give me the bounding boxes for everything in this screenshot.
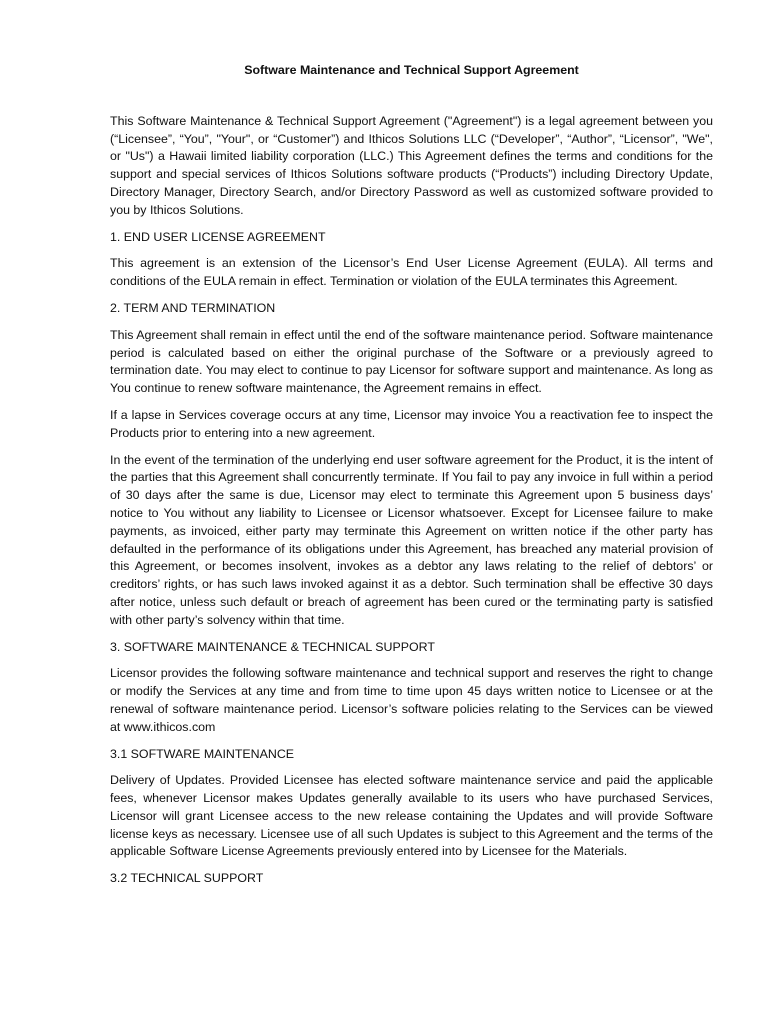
document-page (110, 62, 713, 897)
section-2-paragraph-1: This Agreement shall remain in effect until the end of the software maintenance period. Software maintenance period is calculated based on either the original purchase of the Software or a previously agreed to termination date. You may elect to continue to pay Licensor for software support and maintenance. As long as You continue to renew software maintenance, the Agreement remains in effect. (110, 327, 713, 396)
section-2-paragraph-2: If a lapse in Services coverage occurs at any time, Licensor may invoice You a reactivation fee to inspect the Products prior to entering into a new agreement. (110, 407, 713, 440)
section-3-1-paragraph: Delivery of Updates. Provided Licensee has elected software maintenance service and paid the applicable fees, whenever Licensor makes Updates generally available to its users who have purchased Services, Licensor will grant Licensee access to the new release containing the Updates and will provide Software license keys as necessary. Licensee use of all such Updates is subject to this Agreement and the terms of the applicable Software License Agreements previously entered into by Licensee for the Materials. (110, 773, 713, 859)
section-1-paragraph: This agreement is an extension of the Licensor’s End User License Agreement (EULA). All terms and conditions of the EULA remain in effect. Termination or violation of the EULA terminates this Agreement. (110, 256, 713, 289)
section-2-heading: 2. TERM AND TERMINATION (110, 300, 276, 315)
section-3-heading: 3. SOFTWARE MAINTENANCE & TECHNICAL SUPPORT (110, 639, 435, 654)
intro-paragraph: This Software Maintenance & Technical Support Agreement ("Agreement") is a legal agreement between you (“Licensee”, “You”, "Your", or “Customer”) and Ithicos Solutions LLC (“Developer”, “Author”, “Licensor”, "We", or "Us") a Hawaii limited liability corporation (LLC.) This Agreement defines the terms and conditions for the support and special services of Ithicos Solutions software products (“Products”) including Directory Update, Directory Manager, Directory Search, and/or Directory Password as well as customized software provided to you by Ithicos Solutions. (110, 113, 713, 217)
section-3-paragraph: Licensor provides the following software maintenance and technical support and reserves the right to change or modify the Services at any time and from time to time upon 45 days written notice to Licensee or at the renewal of software maintenance period. Licensor’s software policies relating to the Services can be viewed at www.ithicos.com (110, 666, 713, 734)
document-title: Software Maintenance and Technical Support Agreement (244, 63, 579, 77)
section-1-heading: 1. END USER LICENSE AGREEMENT (110, 229, 326, 244)
section-3-1-heading: 3.1 SOFTWARE MAINTENANCE (110, 746, 295, 761)
section-2-paragraph-3: In the event of the termination of the underlying end user software agreement for the Product, it is the intent of the parties that this Agreement shall concurrently terminate. If You fail to pay any invoice in full within a period of 30 days after the same is due, Licensor may elect to terminate this Agreement upon 5 business days’ notice to You without any liability to Licensee or Licensor whatsoever. Except for Licensee failure to make payments, as invoiced, either party may terminate this Agreement on written notice if the other party has defaulted in the performance of its obligations under this Agreement, has breached any material provision of this Agreement, or becomes insolvent, invokes as a debtor any laws relating to the relief of debtors’ or creditors’ rights, or has such laws invoked against it as a debtor. Such termination shall be effective 30 days after notice, unless such default or breach of agreement has been cured or the terminating party is satisfied with other party’s solvency within that time. (110, 452, 713, 627)
section-3-2-heading: 3.2 TECHNICAL SUPPORT (110, 871, 264, 886)
